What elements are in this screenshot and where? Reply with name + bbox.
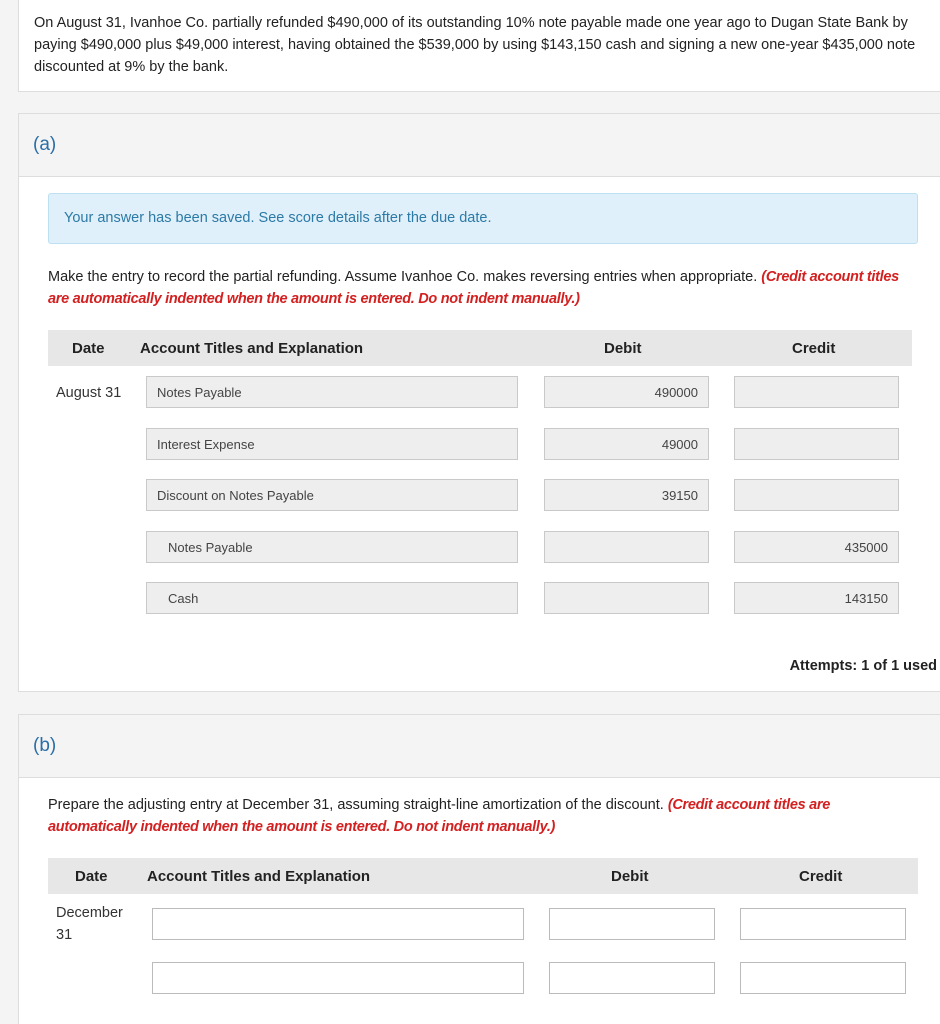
part-b-instructions [48, 794, 903, 838]
header-account: Account Titles and Explanation [140, 340, 364, 357]
header-debit: Debit [611, 868, 649, 885]
account-field-2[interactable]: Interest Expense [146, 428, 518, 460]
account-field-4[interactable]: Notes Payable [146, 531, 518, 563]
credit-field-2[interactable] [734, 428, 899, 460]
credit-field-4[interactable]: 435000 [734, 531, 899, 563]
header-credit: Credit [792, 340, 836, 357]
account-field-1[interactable]: Notes Payable [146, 376, 518, 408]
credit-input-1[interactable] [740, 908, 906, 940]
part-b-card [18, 714, 940, 1024]
part-a-card [18, 113, 940, 692]
entry-date: August 31 [56, 385, 122, 401]
part-b-instruction-note: (Credit account titles are automatically indented when the amount is entered. Do not indent manually.) [48, 797, 831, 835]
account-input-2[interactable] [152, 962, 524, 994]
part-a-instructions [48, 266, 903, 310]
attempts-counter: Attempts: 1 of 1 used [789, 658, 937, 674]
credit-field-5[interactable]: 143150 [734, 582, 899, 614]
account-input-1[interactable] [152, 908, 524, 940]
header-date: Date [72, 340, 105, 357]
part-b-instruction-text: Prepare the adjusting entry at December 31, assuming straight-line amortization of the discount. [48, 797, 668, 813]
part-a-table-header [48, 330, 912, 366]
part-b-table-header [48, 858, 918, 894]
entry-date-line1: December [56, 905, 123, 921]
header-credit: Credit [799, 868, 843, 885]
debit-field-4[interactable] [544, 531, 709, 563]
problem-card [18, 0, 940, 92]
part-a-header [19, 114, 940, 177]
account-field-3[interactable]: Discount on Notes Payable [146, 479, 518, 511]
debit-input-1[interactable] [549, 908, 715, 940]
account-field-5[interactable]: Cash [146, 582, 518, 614]
saved-notice-text: Your answer has been saved. See score details after the due date. [64, 210, 492, 226]
header-account: Account Titles and Explanation [147, 868, 371, 885]
saved-notice [48, 193, 918, 244]
problem-text: On August 31, Ivanhoe Co. partially refunded $490,000 of its outstanding 10% note payable made one year ago to Dugan State Bank by paying $490,000 plus $49,000 interest, having obtained the $539,000 by using $143,150 cash and signing a new one-year $435,000 note discounted at 9% by the bank. [34, 15, 916, 75]
header-debit: Debit [604, 340, 642, 357]
part-a-instruction-note: (Credit account titles are automatically indented when the amount is entered. Do not indent manually.) [48, 269, 899, 307]
credit-input-2[interactable] [740, 962, 906, 994]
part-a-label: (a) [33, 134, 57, 155]
part-b-header [19, 715, 940, 778]
credit-field-1[interactable] [734, 376, 899, 408]
debit-field-1[interactable]: 490000 [544, 376, 709, 408]
header-date: Date [75, 868, 108, 885]
credit-field-3[interactable] [734, 479, 899, 511]
entry-date [56, 902, 123, 946]
debit-field-3[interactable]: 39150 [544, 479, 709, 511]
entry-date-line2: 31 [56, 927, 73, 943]
part-a-instruction-text: Make the entry to record the partial refunding. Assume Ivanhoe Co. makes reversing entries when appropriate. [48, 269, 762, 285]
debit-input-2[interactable] [549, 962, 715, 994]
part-b-label: (b) [33, 735, 57, 756]
debit-field-2[interactable]: 49000 [544, 428, 709, 460]
debit-field-5[interactable] [544, 582, 709, 614]
